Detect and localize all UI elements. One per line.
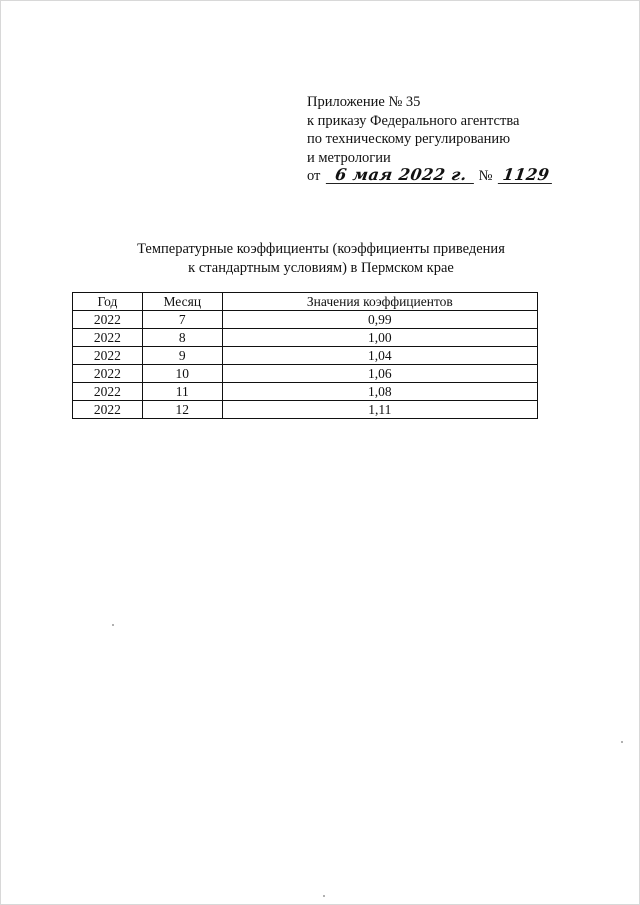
appendix-agency-line: по техническому регулированию — [307, 131, 511, 147]
scan-speck — [323, 895, 325, 897]
table-row — [73, 347, 538, 365]
cell-coefficient: 1,00 — [222, 329, 537, 347]
table-row — [73, 401, 538, 419]
cell-year: 2022 — [73, 365, 143, 383]
cell-coefficient: 1,04 — [222, 347, 537, 365]
cell-coefficient: 1,11 — [222, 401, 537, 419]
handwritten-date: 6 мая 2022 г. — [326, 167, 476, 184]
cell-month: 7 — [142, 311, 222, 329]
header-coefficient: Значения коэффициентов — [222, 293, 537, 311]
table-row — [73, 383, 538, 401]
cell-month: 8 — [142, 329, 222, 347]
table-row — [73, 365, 538, 383]
cell-month: 11 — [142, 383, 222, 401]
cell-month: 9 — [142, 347, 222, 365]
appendix-order-ref: к приказу Федерального агентства — [307, 112, 520, 129]
from-label: от — [307, 168, 321, 184]
appendix-block — [307, 93, 553, 186]
cell-coefficient: 1,06 — [222, 365, 537, 383]
cell-year: 2022 — [73, 401, 143, 419]
scan-speck — [112, 624, 114, 626]
cell-year: 2022 — [73, 383, 143, 401]
cell-year: 2022 — [73, 311, 143, 329]
cell-coefficient: 0,99 — [222, 311, 537, 329]
cell-month: 12 — [142, 401, 222, 419]
document-title — [1, 240, 640, 278]
cell-year: 2022 — [73, 329, 143, 347]
cell-coefficient: 1,08 — [222, 383, 537, 401]
table-row — [73, 329, 538, 347]
title-line-2: к стандартным условиям) в Пермском крае — [188, 260, 454, 276]
cell-month: 10 — [142, 365, 222, 383]
number-label: № — [478, 168, 493, 184]
appendix-number: Приложение № 35 — [307, 94, 421, 110]
title-line-1: Температурные коэффициенты (коэффициенты приведения — [137, 241, 505, 257]
table-header-row — [73, 293, 538, 311]
cell-year: 2022 — [73, 347, 143, 365]
handwritten-order-number: 1129 — [498, 167, 554, 184]
appendix-metrology-line: и метрологии — [307, 149, 391, 166]
header-month: Месяц — [142, 293, 222, 311]
scan-speck — [621, 741, 623, 743]
table-row — [73, 311, 538, 329]
coefficients-table — [72, 292, 538, 419]
header-year: Год — [73, 293, 143, 311]
order-date-line — [307, 167, 553, 186]
